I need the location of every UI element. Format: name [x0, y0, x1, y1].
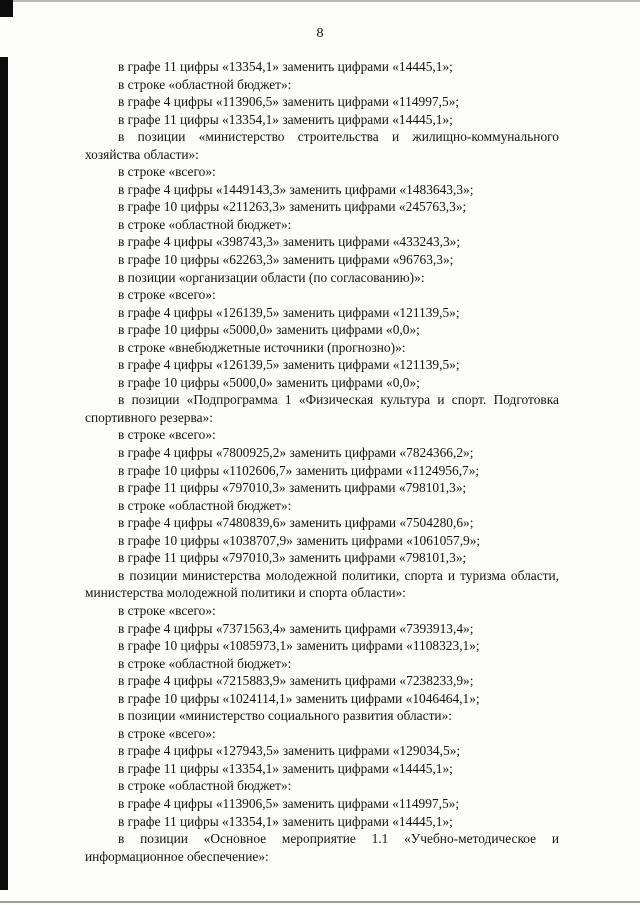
paragraph: в графе 10 цифры «1085973,1» заменить цифрами «1108323,1»;	[118, 638, 480, 654]
paragraph: в графе 4 цифры «1449143,3» заменить цифрами «1483643,3»;	[118, 181, 474, 197]
paragraph: в графе 4 цифры «7371563,4» заменить цифрами «7393913,4»;	[118, 620, 474, 636]
paragraph: в графе 4 цифры «7800925,2» заменить цифрами «7824366,2»;	[118, 445, 474, 461]
paragraph: в строке «всего»:	[118, 164, 216, 180]
paragraph: в позиции «министерство социального развития области»:	[118, 708, 453, 724]
scan-artifact-left-bar	[0, 57, 8, 890]
paragraph: в строке «областной бюджет»:	[118, 497, 292, 513]
paragraph: в позиции министерства молодежной политики, спорта и туризма области, министерства молодежной политики и спорта области»:	[85, 567, 559, 601]
paragraph: в графе 11 цифры «13354,1» заменить цифрами «14445,1»;	[118, 111, 453, 127]
paragraph: в графе 10 цифры «62263,3» заменить цифрами «96763,3»;	[118, 252, 454, 268]
paragraph: в строке «всего»:	[118, 287, 216, 303]
paragraph: в графе 4 цифры «126139,5» заменить цифрами «121139,5»;	[118, 304, 460, 320]
paragraph: в графе 10 цифры «1038707,9» заменить цифрами «1061057,9»;	[118, 532, 481, 548]
paragraph: в графе 4 цифры «7215883,9» заменить цифрами «7238233,9»;	[118, 673, 474, 689]
paragraph: в позиции «Основное мероприятие 1.1 «Учебно-методическое и информационное обеспечение»:	[85, 831, 559, 864]
paragraph: в графе 4 цифры «113906,5» заменить цифрами «114997,5»;	[118, 795, 460, 811]
paragraph: в графе 11 цифры «797010,3» заменить цифрами «798101,3»;	[118, 550, 467, 566]
paragraph: в графе 10 цифры «1024114,1» заменить цифрами «1046464,1»;	[118, 690, 480, 706]
paragraph: в графе 10 цифры «1102606,7» заменить цифрами «1124956,7»;	[118, 462, 480, 478]
paragraph: в графе 10 цифры «5000,0» заменить цифрами «0,0»;	[118, 322, 420, 338]
page-number: 8	[316, 26, 324, 41]
paragraph: в графе 10 цифры «5000,0» заменить цифрами «0,0»;	[118, 374, 420, 390]
paragraph: в строке «областной бюджет»:	[118, 655, 292, 671]
paragraph: в графе 11 цифры «13354,1» заменить цифрами «14445,1»;	[118, 760, 453, 776]
scan-artifact-top-left-corner	[0, 0, 13, 17]
document-body	[85, 58, 559, 865]
paragraph: в графе 10 цифры «211263,3» заменить цифрами «245763,3»;	[118, 199, 467, 215]
paragraph: в графе 4 цифры «127943,5» заменить цифрами «129034,5»;	[118, 743, 461, 759]
paragraph: в строке «областной бюджет»:	[118, 216, 292, 232]
paragraph: в графе 11 цифры «13354,1» заменить цифрами «14445,1»;	[118, 59, 453, 74]
paragraph: в графе 11 цифры «797010,3» заменить цифрами «798101,3»;	[118, 480, 467, 496]
paragraph: в графе 4 цифры «113906,5» заменить цифрами «114997,5»;	[118, 94, 460, 110]
paragraph: в позиции «Подпрограмма 1 «Физическая культура и спорт. Подготовка спортивного резерва»:	[85, 392, 559, 425]
paragraph: в позиции «организации области (по согласованию)»:	[118, 269, 425, 285]
scan-edge-top	[0, 0, 640, 2]
paragraph: в строке «внебюджетные источники (прогнозно)»:	[118, 339, 406, 355]
paragraph: в строке «областной бюджет»:	[118, 778, 292, 794]
paragraph: в строке «областной бюджет»:	[118, 76, 292, 92]
paragraph: в графе 4 цифры «126139,5» заменить цифрами «121139,5»;	[118, 357, 460, 373]
paragraph: в графе 11 цифры «13354,1» заменить цифрами «14445,1»;	[118, 813, 453, 829]
paragraph: в графе 4 цифры «7480839,6» заменить цифрами «7504280,6»;	[118, 515, 474, 531]
paragraph: в позиции «министерство строительства и жилищно-коммунального хозяйства области»:	[85, 129, 559, 162]
paragraph: в графе 4 цифры «398743,3» заменить цифрами «433243,3»;	[118, 234, 461, 250]
paragraph: в строке «всего»:	[118, 427, 216, 443]
scan-edge-bottom	[0, 901, 640, 903]
paragraph: в строке «всего»:	[118, 725, 216, 741]
paragraph: в строке «всего»:	[118, 602, 216, 618]
